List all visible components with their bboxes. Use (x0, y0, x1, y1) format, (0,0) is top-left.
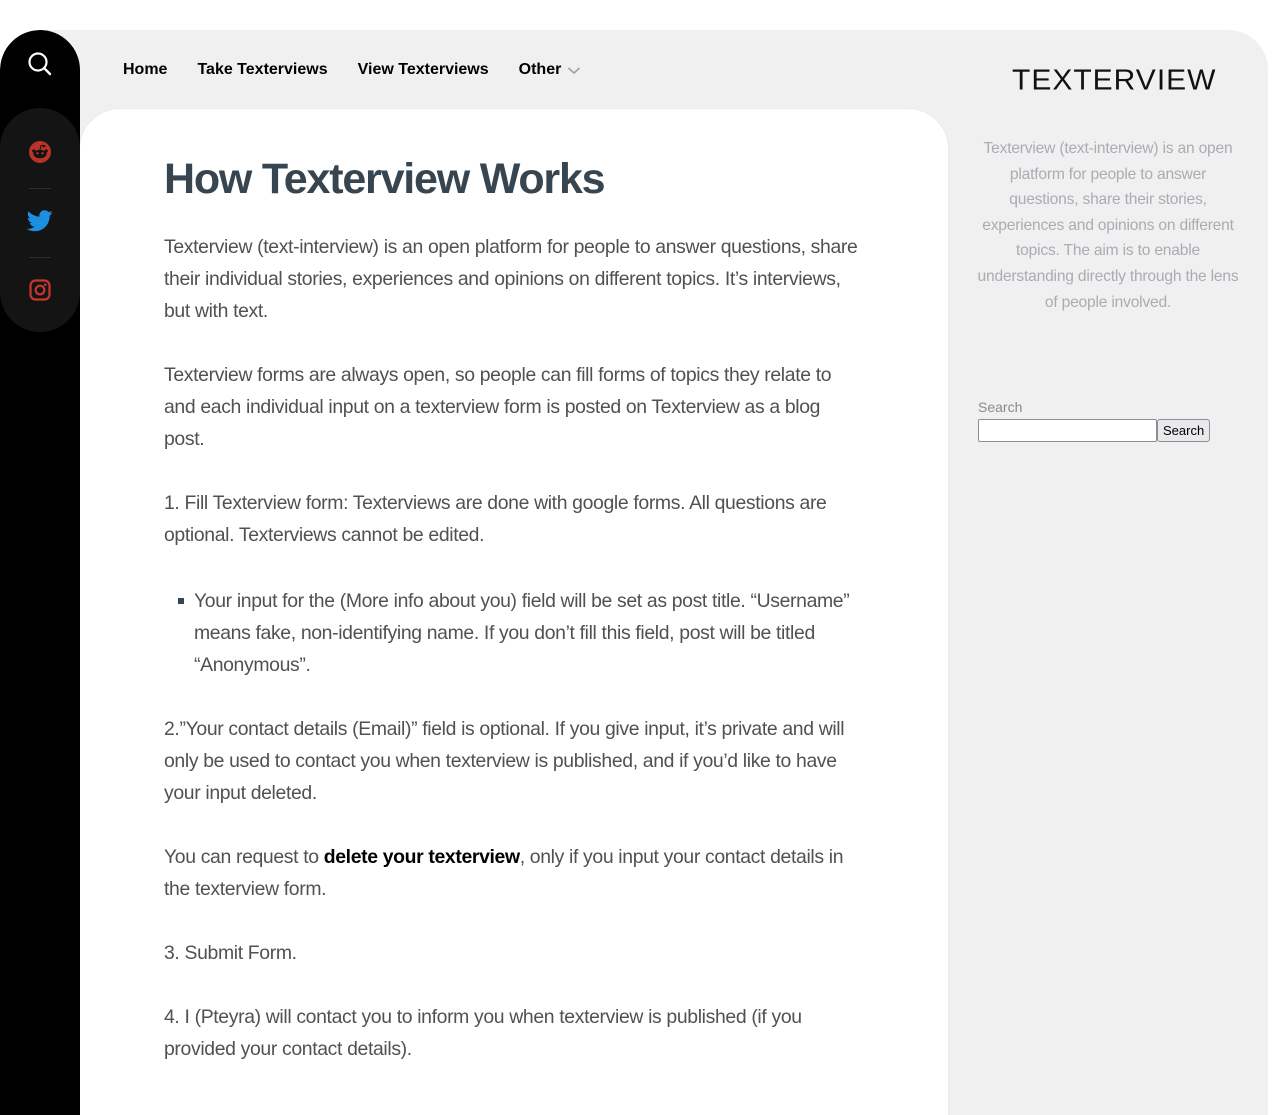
nav-other-dropdown[interactable] (519, 61, 582, 79)
nav-view-texterviews[interactable]: View Texterviews (357, 61, 489, 78)
twitter-icon (27, 210, 53, 237)
delete-text-after: , only if you input your contact details in the texterview form. (164, 846, 844, 900)
page-title: How Texterview Works (164, 155, 605, 203)
list-item (178, 585, 864, 681)
page-container (0, 30, 1268, 1115)
bullet-marker (178, 598, 184, 604)
social-divider (29, 257, 51, 258)
step1-paragraph: 1. Fill Texterview form: Texterviews are done with google forms. All questions are optional. Texterviews cannot be edited. (164, 492, 827, 546)
site-tagline: Texterview (text-interview) is an open platform for people to answer questions, share their stories, experiences and opinions on different topics. The aim is to enable understanding directly through the lens of people involved. (977, 140, 1239, 311)
rail-search-button[interactable] (0, 30, 80, 102)
reddit-icon (28, 140, 52, 169)
delete-paragraph (164, 841, 864, 905)
main-navigation (123, 60, 611, 80)
step3-paragraph: 3. Submit Form. (164, 942, 297, 964)
forms-paragraph: Texterview forms are always open, so people can fill forms of topics they relate to and each individual input on a texterview form is posted on Texterview as a blog post. (164, 364, 832, 450)
search-icon (27, 51, 53, 82)
step2-paragraph: 2.”Your contact details (Email)” field is optional. If you give input, it’s private and will only be used to contact you when texterview is published, and if you’d like to have your input deleted. (164, 718, 845, 804)
main-content-card (80, 109, 948, 1115)
article-content (164, 153, 864, 1097)
instagram-link[interactable] (0, 270, 80, 314)
nav-take-texterviews[interactable]: Take Texterviews (197, 61, 328, 78)
social-links (0, 108, 80, 332)
left-rail (0, 30, 80, 1115)
social-divider (29, 188, 51, 189)
step4-paragraph: 4. I (Pteyra) will contact you to inform you when texterview is published (if you provided your contact details). (164, 1006, 802, 1060)
bullet-text: Your input for the (More info about you) field will be set as post title. “Username” means fake, non-identifying name. If you don’t fill this field, post will be titled “Anonymous”. (194, 590, 850, 676)
twitter-link[interactable] (0, 201, 80, 245)
search-form (978, 419, 1210, 442)
nav-other-label: Other (518, 61, 562, 78)
search-label: Search (978, 399, 1023, 415)
search-submit-button[interactable]: Search (1157, 419, 1210, 442)
delete-texterview-link[interactable]: delete your texterview (323, 846, 520, 868)
search-input[interactable] (978, 419, 1157, 442)
right-sidebar (948, 30, 1268, 1115)
nav-home[interactable]: Home (123, 61, 168, 78)
reddit-link[interactable] (0, 132, 80, 176)
delete-text-before: You can request to (164, 846, 324, 868)
step1-bullet-list (178, 585, 864, 681)
chevron-down-icon (567, 66, 581, 75)
intro-paragraph: Texterview (text-interview) is an open platform for people to answer questions, share their individual stories, experiences and opinions on different topics. It’s interviews, but with text. (164, 236, 858, 322)
instagram-icon (29, 279, 51, 306)
site-logo[interactable]: TEXTERVIEW (1012, 64, 1217, 97)
